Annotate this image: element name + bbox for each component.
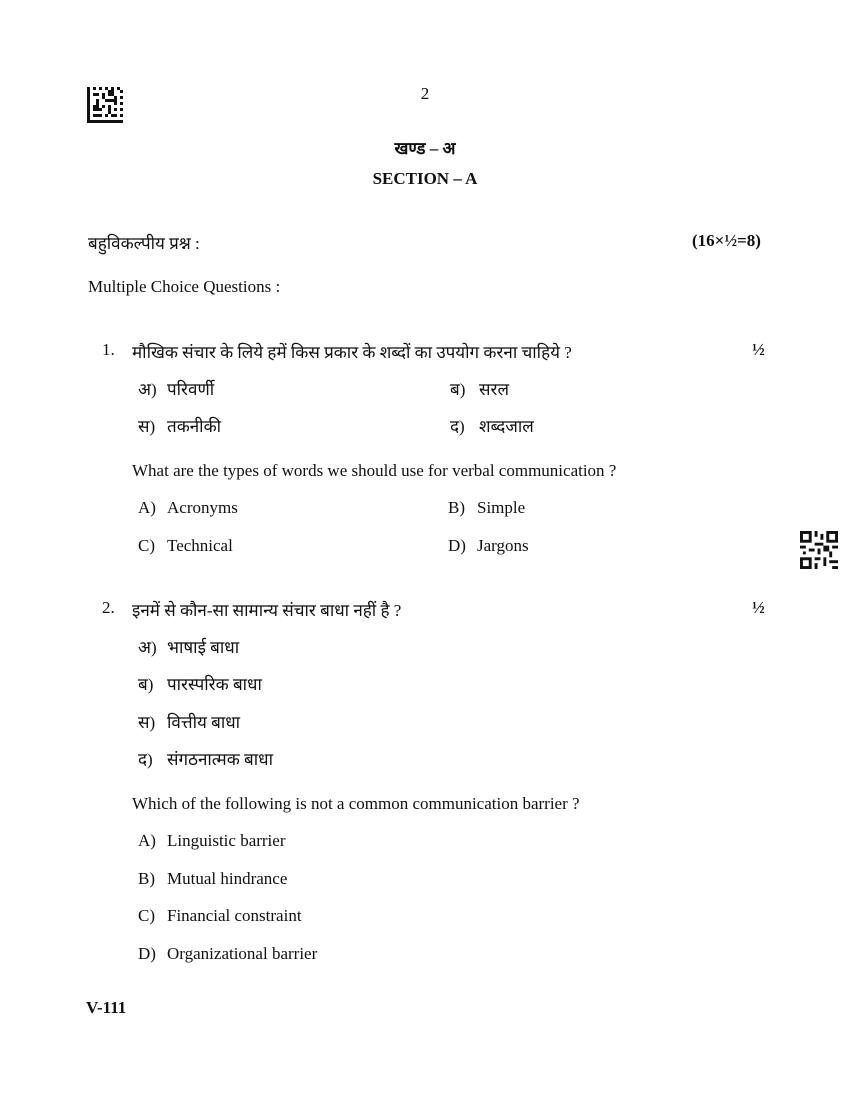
section-title-hindi: खण्ड – अ (394, 139, 456, 158)
option-hindi-c: स) वित्तीय बाधा (138, 713, 241, 732)
option-hindi-a: अ) भाषाई बाधा (138, 638, 240, 657)
option-english-b: B) Mutual hindrance (138, 869, 288, 888)
qr-code (800, 531, 838, 569)
question-text-hindi: मौखिक संचार के लिये हमें किस प्रकार के शब्दों का उपयोग करना चाहिये ? (132, 343, 572, 362)
paper-code: V-111 (86, 998, 127, 1017)
question-number: 1. (102, 340, 115, 359)
option-english-d: D) Organizational barrier (138, 944, 318, 963)
option-english-b: B) Simple (448, 498, 526, 517)
question-number: 2. (102, 598, 115, 617)
option-hindi-a: अ) परिवर्णी (138, 380, 215, 399)
option-hindi-b: ब) सरल (450, 380, 509, 399)
option-english-a: A) Linguistic barrier (138, 831, 286, 850)
option-english-a: A) Acronyms (138, 498, 238, 517)
option-hindi-b: ब) पारस्परिक बाधा (138, 675, 262, 694)
option-hindi-c: स) तकनीकी (138, 417, 222, 436)
marks-total: (16×½=8) (692, 231, 761, 250)
mcq-heading-hindi: बहुविकल्पीय प्रश्न : (88, 234, 200, 253)
page-number: 2 (420, 84, 430, 103)
option-english-d: D) Jargons (448, 536, 529, 555)
question-text-english: What are the types of words we should use for verbal communication ? (132, 461, 617, 480)
question-marks: ½ (752, 598, 765, 617)
option-hindi-d: द) संगठनात्मक बाधा (138, 750, 273, 769)
mcq-heading-english: Multiple Choice Questions : (88, 277, 281, 296)
option-english-c: C) Financial constraint (138, 906, 302, 925)
question-text-english: Which of the following is not a common communication barrier ? (132, 794, 580, 813)
option-hindi-d: द) शब्दजाल (450, 417, 534, 436)
section-title-english: SECTION – A (372, 169, 478, 188)
question-marks: ½ (752, 340, 765, 359)
question-text-hindi: इनमें से कौन-सा सामान्य संचार बाधा नहीं है ? (132, 601, 402, 620)
option-english-c: C) Technical (138, 536, 233, 555)
